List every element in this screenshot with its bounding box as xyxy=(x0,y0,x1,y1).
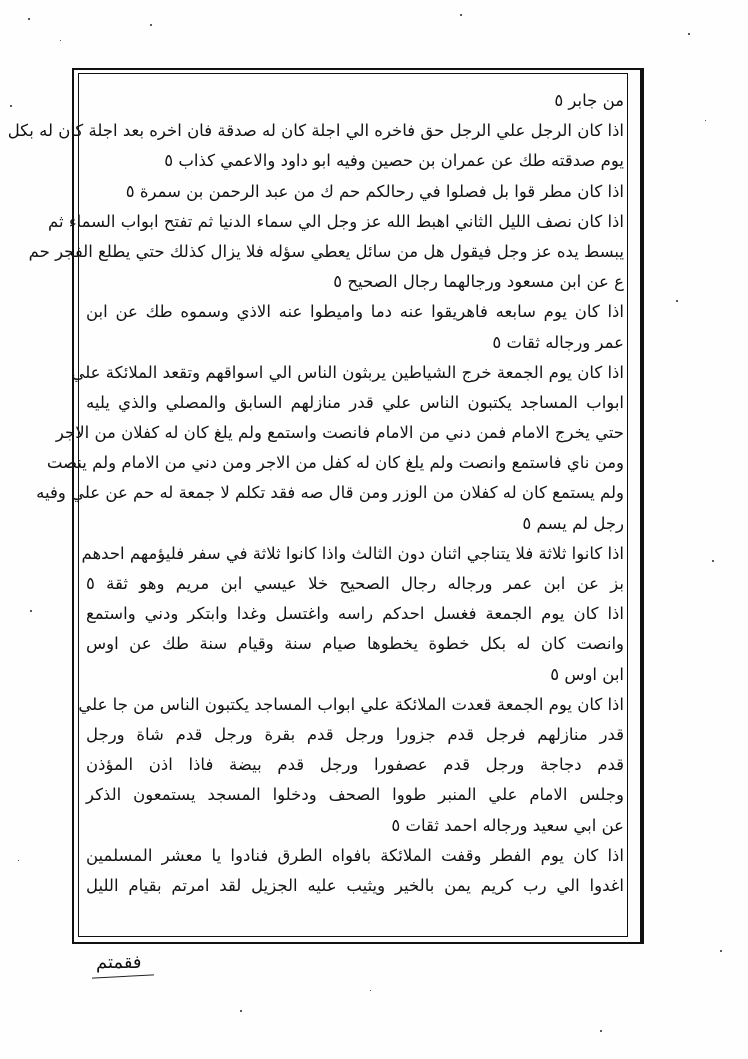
text-line: قدم دجاجة ورجل قدم عصفورا ورجل قدم بيضة فاذا اذن المؤذن xyxy=(86,755,624,775)
scan-speck xyxy=(676,300,678,302)
catchword-underline xyxy=(92,974,154,978)
text-line: ابن اوس ٥ xyxy=(550,664,624,684)
text-line: ومن ناي فاستمع وانصت ولم يلغ كان له كفل من الاجر ومن دني من الامام ولم ينصت xyxy=(46,453,624,473)
scan-speck xyxy=(370,990,371,991)
text-line: اذا كان مطر قوا بل فصلوا في رحالكم حم ك من عبد الرحمن بن سمرة ٥ xyxy=(125,181,624,201)
scan-speck xyxy=(688,33,690,35)
text-line: قدر منازلهم فرجل قدم جزورا ورجل قدم بقرة ورجل قدم شاة ورجل xyxy=(86,724,624,744)
text-line: اذا كان يوم الجمعة خرج الشياطين يربثون الناس الي اسواقهم وتقعد الملائكة علي xyxy=(71,362,624,382)
text-line: يوم صدقته طك عن عمران بن حصين وفيه ابو داود والاعمي كذاب ٥ xyxy=(164,151,624,171)
text-line: عن ابي سعيد ورجاله احمد ثقات ٥ xyxy=(391,815,624,835)
scan-speck xyxy=(460,14,462,16)
scan-speck xyxy=(150,24,152,26)
text-line: بز عن ابن عمر ورجاله رجال الصحيح خلا عيسي ابن مريم وهو ثقة ٥ xyxy=(86,574,624,593)
scan-speck xyxy=(240,1010,242,1012)
scan-speck xyxy=(60,40,61,41)
scan-speck xyxy=(720,950,722,952)
text-line: ابواب المساجد يكتبون الناس علي قدر منازلهم السابق والمصلي والذي يليه xyxy=(86,392,624,412)
scan-speck xyxy=(28,18,30,20)
manuscript-text xyxy=(7,86,624,901)
scan-speck xyxy=(712,560,714,562)
text-line: اذا كان يوم الجمعة قعدت الملائكة علي ابواب المساجد يكتبون الناس من جا علي xyxy=(78,694,624,714)
text-line: رجل لم يسم ٥ xyxy=(522,513,624,533)
text-line: اذا كان يوم الجمعة فغسل احدكم راسه واغتسل وغدا وابتكر ودني واستمع xyxy=(86,604,624,624)
text-line: اذا كان نصف الليل الثاني اهبط الله عز وجل الي سماء الدنيا ثم تفتح ابواب السماء ثم xyxy=(48,211,624,231)
scan-speck xyxy=(10,105,12,107)
text-line: ع عن ابن مسعود ورجالهما رجال الصحيح ٥ xyxy=(333,272,624,292)
scan-speck xyxy=(600,1030,602,1032)
text-line: اذا كان الرجل علي الرجل حق فاخره الي اجلة كان له صدقة فان اخره بعد اجلة كان له بكل xyxy=(7,121,624,141)
text-line: عمر ورجاله ثقات ٥ xyxy=(492,332,624,352)
text-line: اذا كانوا ثلاثة فلا يتناجي اثنان دون الثالث واذا كانوا ثلاثة في سفر فليؤمهم احدهم xyxy=(81,543,624,563)
text-line: وجلس الامام علي المنبر طووا الصحف ودخلوا المسجد يستمعون الذكر xyxy=(86,785,624,805)
text-line: ولم يستمع كان له كفلان من الوزر ومن قال صه فقد تكلم لا جمعة له حم عن علي وفيه xyxy=(36,483,624,503)
text-line: حتي يخرج الامام فمن دني من الامام فانصت واستمع ولم يلغ كان له كفلان من الاجر xyxy=(55,423,624,443)
text-line: من جابر ٥ xyxy=(554,91,624,110)
scan-speck xyxy=(18,860,19,861)
catchword: فقمتم xyxy=(96,952,142,973)
scan-speck xyxy=(705,120,706,121)
text-line: اذا كان يوم الفطر وقفت الملائكة بافواه الطرق فنادوا يا معشر المسلمين xyxy=(86,845,624,865)
text-line: اذا كان يوم سابعه فاهريقوا عنه دما واميطوا عنه الاذي وسموه طك عن ابن xyxy=(86,302,624,322)
text-line: يبسط يده عز وجل فيقول هل من سائل يعطي سؤله فلا يزال كذلك حتي يطلع الفجر حم xyxy=(28,241,624,261)
text-line: اغدوا الي رب كريم يمن بالخير ويثيب عليه الجزيل لقد امرتم بقيام الليل xyxy=(86,875,624,895)
text-line: وانصت كان له بكل خطوة يخطوها صيام سنة وقيام سنة طك عن اوس xyxy=(86,634,624,654)
scan-speck xyxy=(30,610,32,612)
